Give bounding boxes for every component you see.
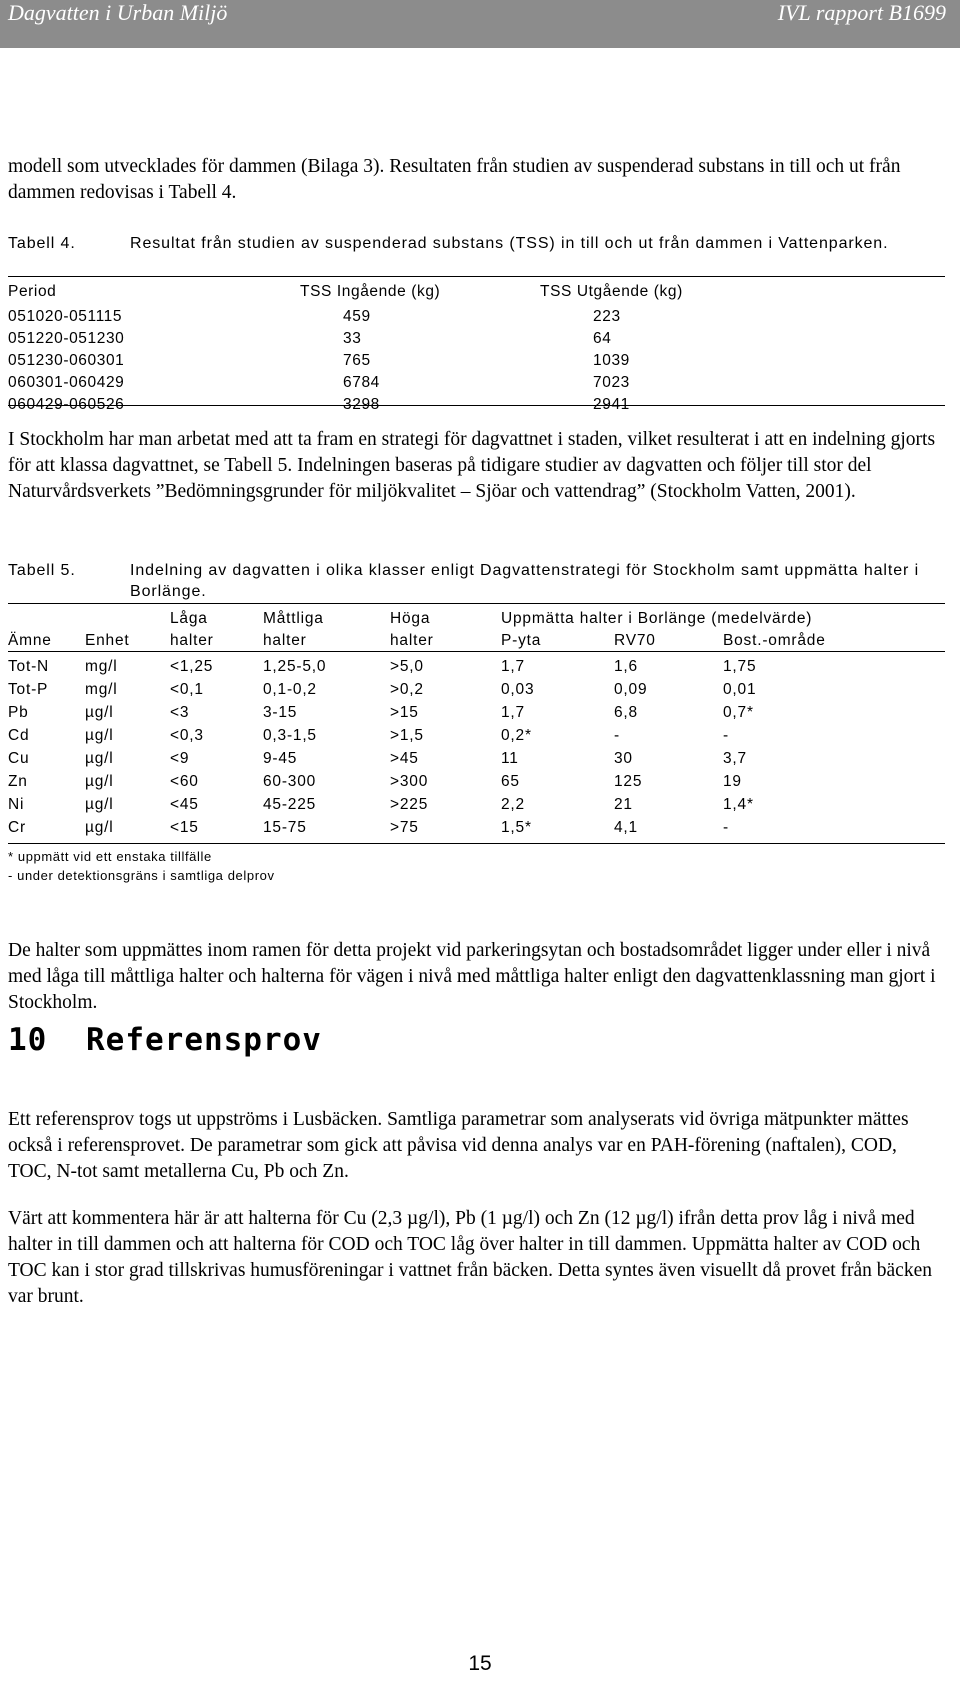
table-row bbox=[8, 793, 945, 816]
unit-cell: mg/l bbox=[85, 658, 118, 675]
bost-omrade-cell: 19 bbox=[723, 773, 742, 790]
low-cell: <3 bbox=[170, 704, 190, 721]
unit-cell: µg/l bbox=[85, 819, 114, 836]
rv70-cell: 1,6 bbox=[614, 658, 638, 675]
high-cell: >15 bbox=[390, 704, 419, 721]
table-row bbox=[8, 328, 945, 350]
bost-omrade-cell: 0,7* bbox=[723, 704, 754, 721]
bost-omrade-cell: 1,4* bbox=[723, 796, 754, 813]
header-substance: Ämne bbox=[8, 632, 52, 649]
high-cell: >75 bbox=[390, 819, 419, 836]
results-paragraph: De halter som uppmättes inom ramen för detta projekt vid parkeringsytan och bostadsområdet ligger under eller i nivå med låga till måttliga halter och halterna för vägen i nivå med måttliga halter enligt den dagvattenklassning man gjort i Stockholm. bbox=[8, 940, 936, 1013]
table5-header-rule bbox=[8, 651, 945, 652]
high-cell: >225 bbox=[390, 796, 429, 813]
low-cell: <1,25 bbox=[170, 658, 214, 675]
header-document-title: Dagvatten i Urban Miljö bbox=[8, 0, 228, 25]
bost-omrade-cell: - bbox=[723, 819, 729, 836]
table4 bbox=[8, 281, 945, 416]
period-cell: 060429-060526 bbox=[8, 396, 125, 413]
intro-paragraph: modell som utvecklades för dammen (Bilaga 3). Resultaten från studien av suspenderad substans in till och ut från dammen redovisas i Tabell 4. bbox=[8, 156, 901, 203]
p-yta-cell: 0,2* bbox=[501, 727, 532, 744]
unit-cell: µg/l bbox=[85, 750, 114, 767]
header-moderate-halter: halter bbox=[263, 632, 307, 649]
moderate-cell: 9-45 bbox=[263, 750, 298, 767]
low-cell: <60 bbox=[170, 773, 199, 790]
tss-in-cell: 459 bbox=[343, 308, 371, 325]
low-cell: <0,3 bbox=[170, 727, 204, 744]
tss-out-cell: 64 bbox=[593, 330, 612, 347]
tss-out-cell: 7023 bbox=[593, 374, 630, 391]
tss-in-cell: 33 bbox=[343, 330, 362, 347]
substance-cell: Tot-P bbox=[8, 681, 49, 698]
header-high-halter: halter bbox=[390, 632, 434, 649]
table4-header-tss-in: TSS Ingående (kg) bbox=[300, 283, 441, 300]
rv70-cell: 4,1 bbox=[614, 819, 638, 836]
table-row bbox=[8, 678, 945, 701]
high-cell: >1,5 bbox=[390, 727, 424, 744]
bost-omrade-cell: - bbox=[723, 727, 729, 744]
low-cell: <15 bbox=[170, 819, 199, 836]
header-low-label: Låga bbox=[170, 610, 208, 627]
table4-caption-label: Tabell 4. bbox=[8, 235, 76, 252]
comment-paragraph: Värt att kommentera här är att halterna för Cu (2,3 µg/l), Pb (1 µg/l) och Zn (12 µg/l) ifrån detta prov låg i nivå med halter in till dammen och att halterna för COD och TOC låg över halter in till dammen. Uppmätta halter av COD och TOC kan i stor grad tillskrivas humusföreningar i vattnet från bäcken. Detta syntes även visuellt då provet från bäcken var brunt. bbox=[8, 1208, 932, 1307]
unit-cell: µg/l bbox=[85, 727, 114, 744]
table-row bbox=[8, 350, 945, 372]
high-cell: >5,0 bbox=[390, 658, 424, 675]
table4-top-rule bbox=[8, 276, 945, 277]
table-row bbox=[8, 816, 945, 839]
strategy-paragraph: I Stockholm har man arbetat med att ta fram en strategi för dagvattnet i staden, vilket resulterat i att en indelning gjorts för att klassa dagvattnet, se Tabell 5. Indelningen baseras på tidigare studier av dagvatten och följer till stor del Naturvårdsverkets ”Bedömningsgrunder för miljökvalitet – Sjöar och vattendrag” (Stockholm Vatten, 2001). bbox=[8, 429, 936, 502]
table5-footnote-detection-limit: - under detektionsgräns i samtliga delprov bbox=[8, 868, 275, 883]
unit-cell: mg/l bbox=[85, 681, 118, 698]
moderate-cell: 1,25-5,0 bbox=[263, 658, 327, 675]
p-yta-cell: 0,03 bbox=[501, 681, 535, 698]
table4-header-tss-out: TSS Utgående (kg) bbox=[540, 283, 683, 300]
p-yta-cell: 1,7 bbox=[501, 658, 525, 675]
table-row bbox=[8, 747, 945, 770]
header-borlange-label: Uppmätta halter i Borlänge (medelvärde) bbox=[501, 610, 813, 627]
header-report-number: IVL rapport B1699 bbox=[777, 0, 946, 25]
period-cell: 051230-060301 bbox=[8, 352, 125, 369]
table5-header-top-row bbox=[8, 607, 945, 629]
header-low-halter: halter bbox=[170, 632, 214, 649]
section-heading bbox=[8, 1020, 322, 1060]
period-cell: 060301-060429 bbox=[8, 374, 125, 391]
section-title: Referensprov bbox=[86, 1022, 322, 1058]
moderate-cell: 60-300 bbox=[263, 773, 317, 790]
table5 bbox=[8, 607, 945, 651]
period-cell: 051220-051230 bbox=[8, 330, 125, 347]
substance-cell: Cr bbox=[8, 819, 26, 836]
p-yta-cell: 1,5* bbox=[501, 819, 532, 836]
low-cell: <0,1 bbox=[170, 681, 204, 698]
table4-caption bbox=[8, 233, 948, 277]
table4-caption-text: Resultat från studien av suspenderad substans (TSS) in till och ut från dammen i Vattenparken. bbox=[130, 235, 889, 252]
substance-cell: Zn bbox=[8, 773, 28, 790]
bost-omrade-cell: 1,75 bbox=[723, 658, 757, 675]
substance-cell: Cd bbox=[8, 727, 30, 744]
p-yta-cell: 65 bbox=[501, 773, 520, 790]
page-header bbox=[0, 0, 960, 48]
header-unit: Enhet bbox=[85, 632, 130, 649]
bost-omrade-cell: 0,01 bbox=[723, 681, 757, 698]
table-row bbox=[8, 701, 945, 724]
table5-top-rule bbox=[8, 603, 945, 604]
unit-cell: µg/l bbox=[85, 773, 114, 790]
substance-cell: Cu bbox=[8, 750, 30, 767]
moderate-cell: 3-15 bbox=[263, 704, 298, 721]
bost-omrade-cell: 3,7 bbox=[723, 750, 747, 767]
table5-bottom-rule bbox=[8, 843, 945, 844]
moderate-cell: 0,1-0,2 bbox=[263, 681, 317, 698]
rv70-cell: 30 bbox=[614, 750, 633, 767]
unit-cell: µg/l bbox=[85, 704, 114, 721]
p-yta-cell: 2,2 bbox=[501, 796, 525, 813]
page-number: 15 bbox=[468, 1652, 492, 1675]
p-yta-cell: 11 bbox=[501, 750, 519, 767]
low-cell: <9 bbox=[170, 750, 190, 767]
table-row bbox=[8, 655, 945, 678]
rv70-cell: 6,8 bbox=[614, 704, 638, 721]
tss-in-cell: 6784 bbox=[343, 374, 380, 391]
rv70-cell: 21 bbox=[614, 796, 633, 813]
table5-caption-text: Indelning av dagvatten i olika klasser enligt Dagvattenstrategi för Stockholm samt uppmätta halter i Borlänge. bbox=[130, 562, 920, 600]
low-cell: <45 bbox=[170, 796, 199, 813]
tss-in-cell: 765 bbox=[343, 352, 371, 369]
header-moderate-label: Måttliga bbox=[263, 610, 324, 627]
rv70-cell: - bbox=[614, 727, 620, 744]
header-bost-omrade: Bost.-område bbox=[723, 632, 826, 649]
header-rv70: RV70 bbox=[614, 632, 656, 649]
table5-header-bottom-row bbox=[8, 629, 945, 651]
table4-header-row bbox=[8, 281, 945, 306]
moderate-cell: 45-225 bbox=[263, 796, 317, 813]
table-row bbox=[8, 306, 945, 328]
table4-header-period: Period bbox=[8, 283, 57, 300]
moderate-cell: 15-75 bbox=[263, 819, 307, 836]
substance-cell: Ni bbox=[8, 796, 25, 813]
table5-caption-label: Tabell 5. bbox=[8, 562, 76, 579]
tss-out-cell: 2941 bbox=[593, 396, 630, 413]
rv70-cell: 125 bbox=[614, 773, 643, 790]
table5-footnote-single-measurement: * uppmätt vid ett enstaka tillfälle bbox=[8, 849, 212, 864]
header-high-label: Höga bbox=[390, 610, 431, 627]
table-row bbox=[8, 770, 945, 793]
table-row bbox=[8, 372, 945, 394]
tss-in-cell: 3298 bbox=[343, 396, 380, 413]
rv70-cell: 0,09 bbox=[614, 681, 648, 698]
table-row bbox=[8, 724, 945, 747]
table4-bottom-rule bbox=[8, 405, 945, 406]
moderate-cell: 0,3-1,5 bbox=[263, 727, 317, 744]
high-cell: >300 bbox=[390, 773, 429, 790]
substance-cell: Pb bbox=[8, 704, 29, 721]
high-cell: >45 bbox=[390, 750, 419, 767]
period-cell: 051020-051115 bbox=[8, 308, 123, 325]
substance-cell: Tot-N bbox=[8, 658, 50, 675]
p-yta-cell: 1,7 bbox=[501, 704, 525, 721]
tss-out-cell: 1039 bbox=[593, 352, 630, 369]
high-cell: >0,2 bbox=[390, 681, 424, 698]
header-p-yta: P-yta bbox=[501, 632, 542, 649]
table5-caption bbox=[8, 560, 948, 604]
tss-out-cell: 223 bbox=[593, 308, 621, 325]
section-number: 10 bbox=[8, 1022, 48, 1058]
unit-cell: µg/l bbox=[85, 796, 114, 813]
table5-body bbox=[8, 655, 945, 839]
reference-sample-paragraph: Ett referensprov togs ut uppströms i Lusbäcken. Samtliga parametrar som analyserats vid övriga mätpunkter mättes också i referensprovet. De parametrar som gick att påvisa vid denna analys var en PAH-förening (naftalen), COD, TOC, N-tot samt metallerna Cu, Pb och Zn. bbox=[8, 1109, 909, 1182]
